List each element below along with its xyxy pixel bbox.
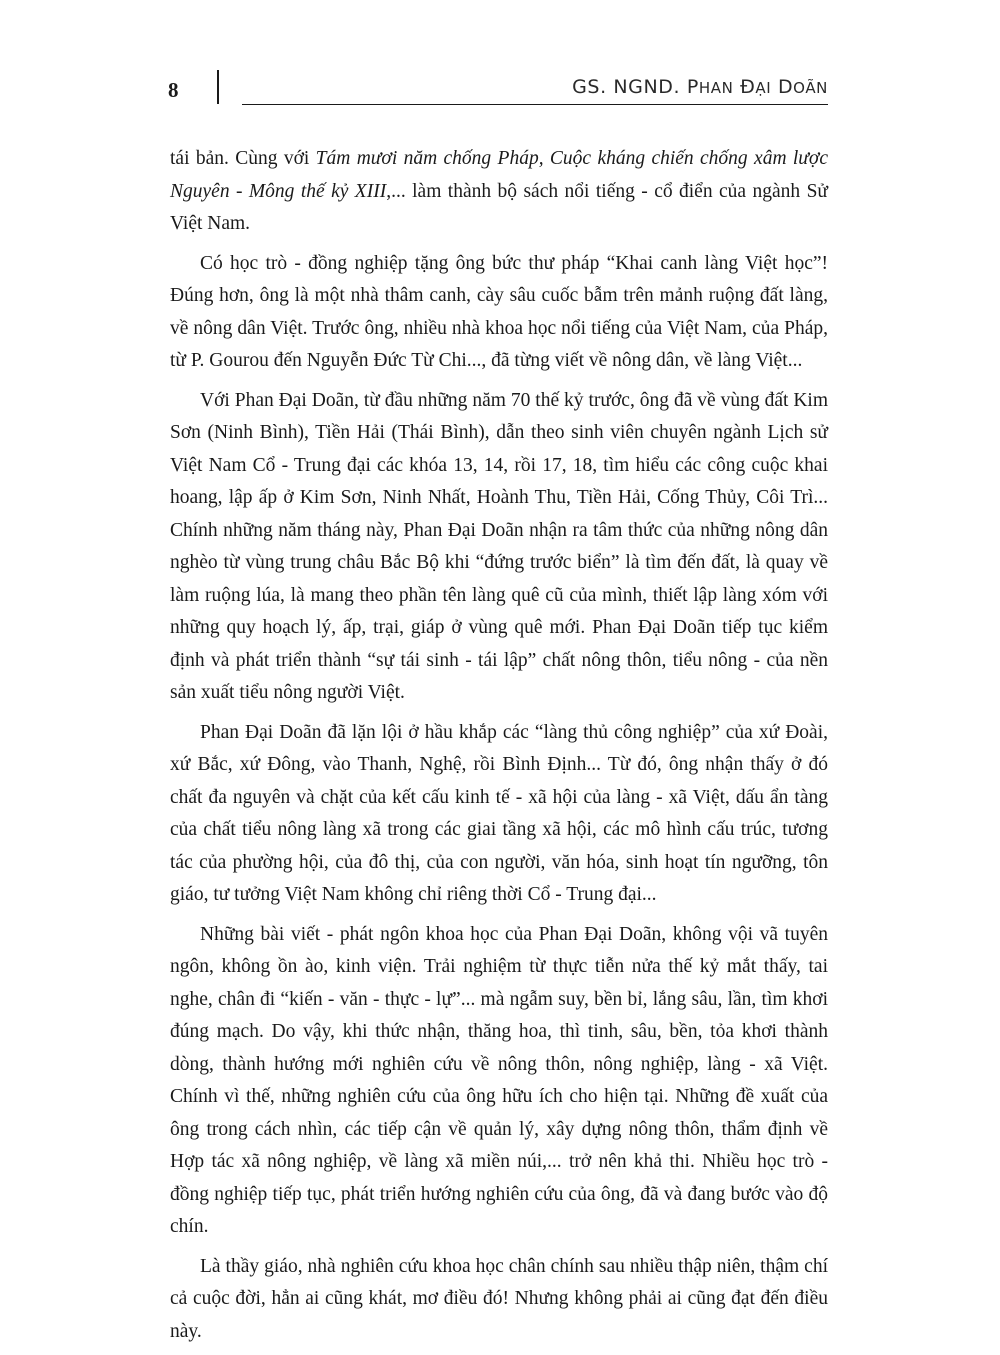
header-rule — [242, 104, 828, 105]
paragraph-text: Những bài viết - phát ngôn khoa học của Phan Đại Doãn, không vội vã tuyên ngôn, không ồn ào, kinh viện. Trải nghiệm từ thực tiễn nửa thế kỷ mắt thấy, tai nghe, chân đi “kiến - văn - thực - lự”... mà ngẫm suy, bền bỉ, lắng sâu, lần, tìm khơi đúng mạch. Do vậy, khi thức nhận, thăng hoa, thì tinh, sâu, bền, tỏa khơi thành dòng, thành hướng mới nghiên cứu về nông thôn, nông nghiệp, làng - xã Việt. Chính vì thế, những nghiên cứu của ông hữu ích cho hiện tại. Những đề xuất của ông trong cách nhìn, các tiếp cận về quản lý, xây dựng nông thôn, thẩm định về Hợp tác xã nông nghiệp, về làng xã miền núi,... trở nên khả thi. Nhiều học trò - đồng nghiệp tiếp tục, phát triển hướng nghiên cứu của ông, đã và đang bước vào độ chín. — [170, 923, 828, 1237]
body-paragraph — [170, 1251, 828, 1349]
paragraph-text: tái bản. Cùng với — [170, 148, 316, 169]
paragraph-text: Với Phan Đại Doãn, từ đầu những năm 70 thế kỷ trước, ông đã về vùng đất Kim Sơn (Ninh Bình), Tiền Hải (Thái Bình), dẫn theo sinh viên chuyên ngành Lịch sử Việt Nam Cổ - Trung đại các khóa 13, 14, rồi 17, 18, tìm hiểu các công cuộc khai hoang, lập ấp ở Kim Sơn, Ninh Nhất, Hoành Thu, Tiền Hải, Cống Thủy, Côi Trì... Chính những năm tháng này, Phan Đại Doãn nhận ra tâm thức của những nông dân nghèo từ vùng trung châu Bắc Bộ khi “đứng trước biển” là tìm đến đất, là quay về làm ruộng lúa, là mang theo phần tên làng quê cũ của mình, thiết lập làng xóm với những quy hoạch lý, ấp, trại, giáp ở vùng quê mới. Phan Đại Doãn tiếp tục kiểm định và phát triển thành “sự tái sinh - tái lập” chất nông thôn, tiểu nông - của nền sản xuất tiểu nông người Việt. — [170, 389, 828, 703]
running-head-smallcaps: OÃN — [793, 79, 828, 97]
body-text — [170, 143, 828, 1355]
running-head-cap: D — [777, 76, 794, 98]
paragraph-text: Có học trò - đồng nghiệp tặng ông bức thư pháp “Khai canh làng Việt học”! Đúng hơn, ông là một nhà thâm canh, cày sâu cuốc bẫm trên mảnh ruộng đất làng, về nông dân Việt. Trước ông, nhiều nhà khoa học nổi tiếng của Việt Nam, của Pháp, từ P. Gourou đến Nguyễn Đức Từ Chi..., đã từng viết về nông dân, về làng Việt... — [170, 252, 828, 371]
paragraph-text: Là thầy giáo, nhà nghiên cứu khoa học chân chính sau nhiều thập niên, thậm chí cả cuộc đời, hẳn ai cũng khát, mơ điều đó! Nhưng không phải ai cũng đạt đến điều này. — [170, 1255, 828, 1342]
body-paragraph — [170, 248, 828, 378]
body-paragraph — [170, 385, 828, 710]
body-paragraph — [170, 143, 828, 241]
page-number: 8 — [168, 78, 179, 102]
running-head-smallcaps: HAN — [698, 79, 734, 97]
header-divider — [217, 70, 219, 104]
body-paragraph — [170, 919, 828, 1244]
running-head-cap: Đ — [740, 76, 756, 98]
body-paragraph — [170, 717, 828, 912]
paragraph-text: Phan Đại Doãn đã lặn lội ở hầu khắp các “làng thủ công nghiệp” của xứ Đoài, xứ Bắc, xứ Đông, vào Thanh, Nghệ, rồi Bình Định... Từ đó, ông nhận thấy ở đó chất đa nguyên và chặt của kết cấu kinh tế - xã hội của làng - xã Việt, dấu ẩn tàng của chất tiểu nông làng xã trong các giai tầng xã hội, các mô hình cấu trúc, tương tác của phường hội, của đô thị, của con người, văn hóa, sinh hoạt tín ngưỡng, tôn giáo, tư tưởng Việt Nam không chỉ riêng thời Cổ - Trung đại... — [170, 721, 828, 905]
paragraph-text: ,... làm thành bộ sách nổi tiếng - cổ điển của ngành Sử Việt Nam. — [170, 180, 828, 234]
italic-title-text: Tám mươi năm chống Pháp, Cuộc kháng chiến chống xâm lược Nguyên - Mông thế kỷ XIII — [170, 148, 828, 202]
running-head-smallcaps: ẠI — [755, 79, 772, 97]
running-head — [572, 76, 828, 98]
running-head-prefix: GS. NGND. P — [572, 76, 699, 98]
